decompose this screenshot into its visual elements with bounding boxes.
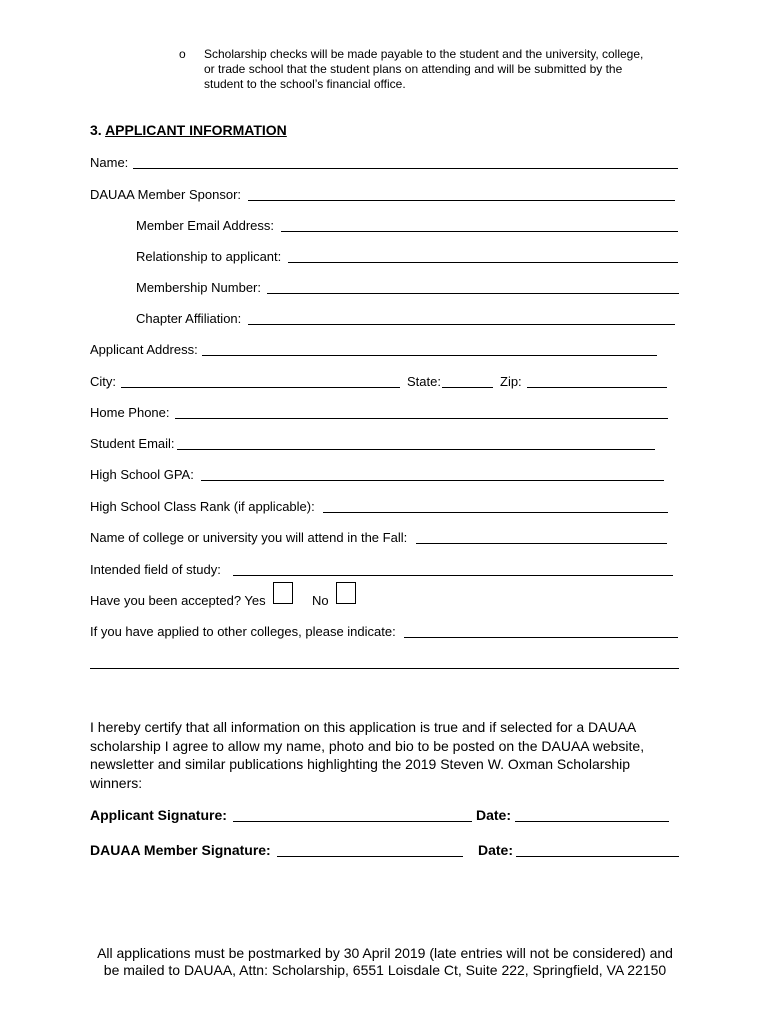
- gpa-field[interactable]: [201, 480, 664, 481]
- payment-note-line-3: student to the school’s financial office.: [204, 77, 406, 91]
- accepted-no-checkbox[interactable]: [336, 582, 356, 604]
- other-colleges-label: If you have applied to other colleges, please indicate:: [90, 624, 396, 639]
- field-of-study-label: Intended field of study:: [90, 562, 221, 577]
- certification-line-1: I hereby certify that all information on this application is true and if selected for a DAUAA: [90, 719, 637, 735]
- mailing-instructions-line-2: be mailed to DAUAA, Attn: Scholarship, 6551 Loisdale Ct, Suite 222, Springfield, VA 22150: [103, 962, 667, 978]
- applicant-date-field[interactable]: [515, 821, 669, 822]
- sponsor-field[interactable]: [248, 200, 675, 201]
- section-number: 3.: [90, 122, 102, 138]
- field-of-study-field[interactable]: [233, 575, 673, 576]
- name-field[interactable]: [133, 168, 678, 169]
- accepted-label: Have you been accepted? Yes: [90, 593, 266, 608]
- certification-line-2: scholarship I agree to allow my name, photo and bio to be posted on the DAUAA website,: [90, 737, 645, 754]
- member-signature-label: DAUAA Member Signature:: [90, 842, 271, 858]
- member-date-label: Date:: [478, 842, 514, 858]
- class-rank-field[interactable]: [323, 512, 668, 513]
- accepted-yes-checkbox[interactable]: [273, 582, 293, 604]
- city-field[interactable]: [121, 387, 400, 388]
- address-field[interactable]: [202, 355, 657, 356]
- section-title: APPLICANT INFORMATION: [105, 122, 287, 138]
- home-phone-label: Home Phone:: [90, 405, 170, 420]
- zip-field[interactable]: [527, 387, 667, 388]
- applicant-signature-label: Applicant Signature:: [90, 807, 227, 823]
- accepted-no-label: No: [312, 593, 329, 608]
- payment-note-line-2: or trade school that the student plans on attending and will be submitted by the: [204, 62, 623, 76]
- zip-label: Zip:: [500, 374, 522, 389]
- state-field[interactable]: [442, 387, 493, 388]
- student-email-label: Student Email:: [90, 436, 175, 451]
- address-label: Applicant Address:: [90, 342, 198, 357]
- payment-note: [204, 47, 643, 92]
- gpa-label: High School GPA:: [90, 467, 194, 482]
- college-label: Name of college or university you will attend in the Fall:: [90, 530, 408, 545]
- member-email-field[interactable]: [281, 231, 678, 232]
- membership-number-field[interactable]: [267, 293, 679, 294]
- relationship-label: Relationship to applicant:: [136, 249, 282, 264]
- chapter-label: Chapter Affiliation:: [136, 311, 242, 326]
- member-date-field[interactable]: [516, 856, 679, 857]
- certification-line-4: winners:: [90, 774, 143, 791]
- applicant-date-label: Date:: [476, 807, 512, 823]
- chapter-field[interactable]: [248, 324, 675, 325]
- city-label: City:: [90, 374, 116, 389]
- member-signature-field[interactable]: [277, 856, 463, 857]
- certification-statement: [90, 718, 644, 792]
- name-label: Name:: [90, 155, 129, 170]
- mailing-instructions-line-1: All applications must be postmarked by 30 April 2019 (late entries will not be considered) and: [97, 945, 673, 961]
- payment-note-line-1: Scholarship checks will be made payable to the student and the university, college,: [204, 47, 644, 61]
- relationship-field[interactable]: [288, 262, 678, 263]
- class-rank-label: High School Class Rank (if applicable):: [90, 499, 315, 514]
- college-field[interactable]: [416, 543, 667, 544]
- other-colleges-field[interactable]: [404, 637, 678, 638]
- section-heading: [90, 122, 287, 138]
- other-colleges-field-continued[interactable]: [90, 668, 679, 669]
- sponsor-label: DAUAA Member Sponsor:: [90, 187, 242, 202]
- mailing-instructions: [0, 945, 770, 979]
- student-email-field[interactable]: [177, 449, 655, 450]
- applicant-signature-field[interactable]: [233, 821, 472, 822]
- member-email-label: Member Email Address:: [136, 218, 274, 233]
- home-phone-field[interactable]: [175, 418, 668, 419]
- bullet-marker: o: [179, 47, 186, 61]
- state-label: State:: [407, 374, 441, 389]
- membership-number-label: Membership Number:: [136, 280, 261, 295]
- certification-line-3: newsletter and similar publications highlighting the 2019 Steven W. Oxman Scholarship: [90, 756, 631, 772]
